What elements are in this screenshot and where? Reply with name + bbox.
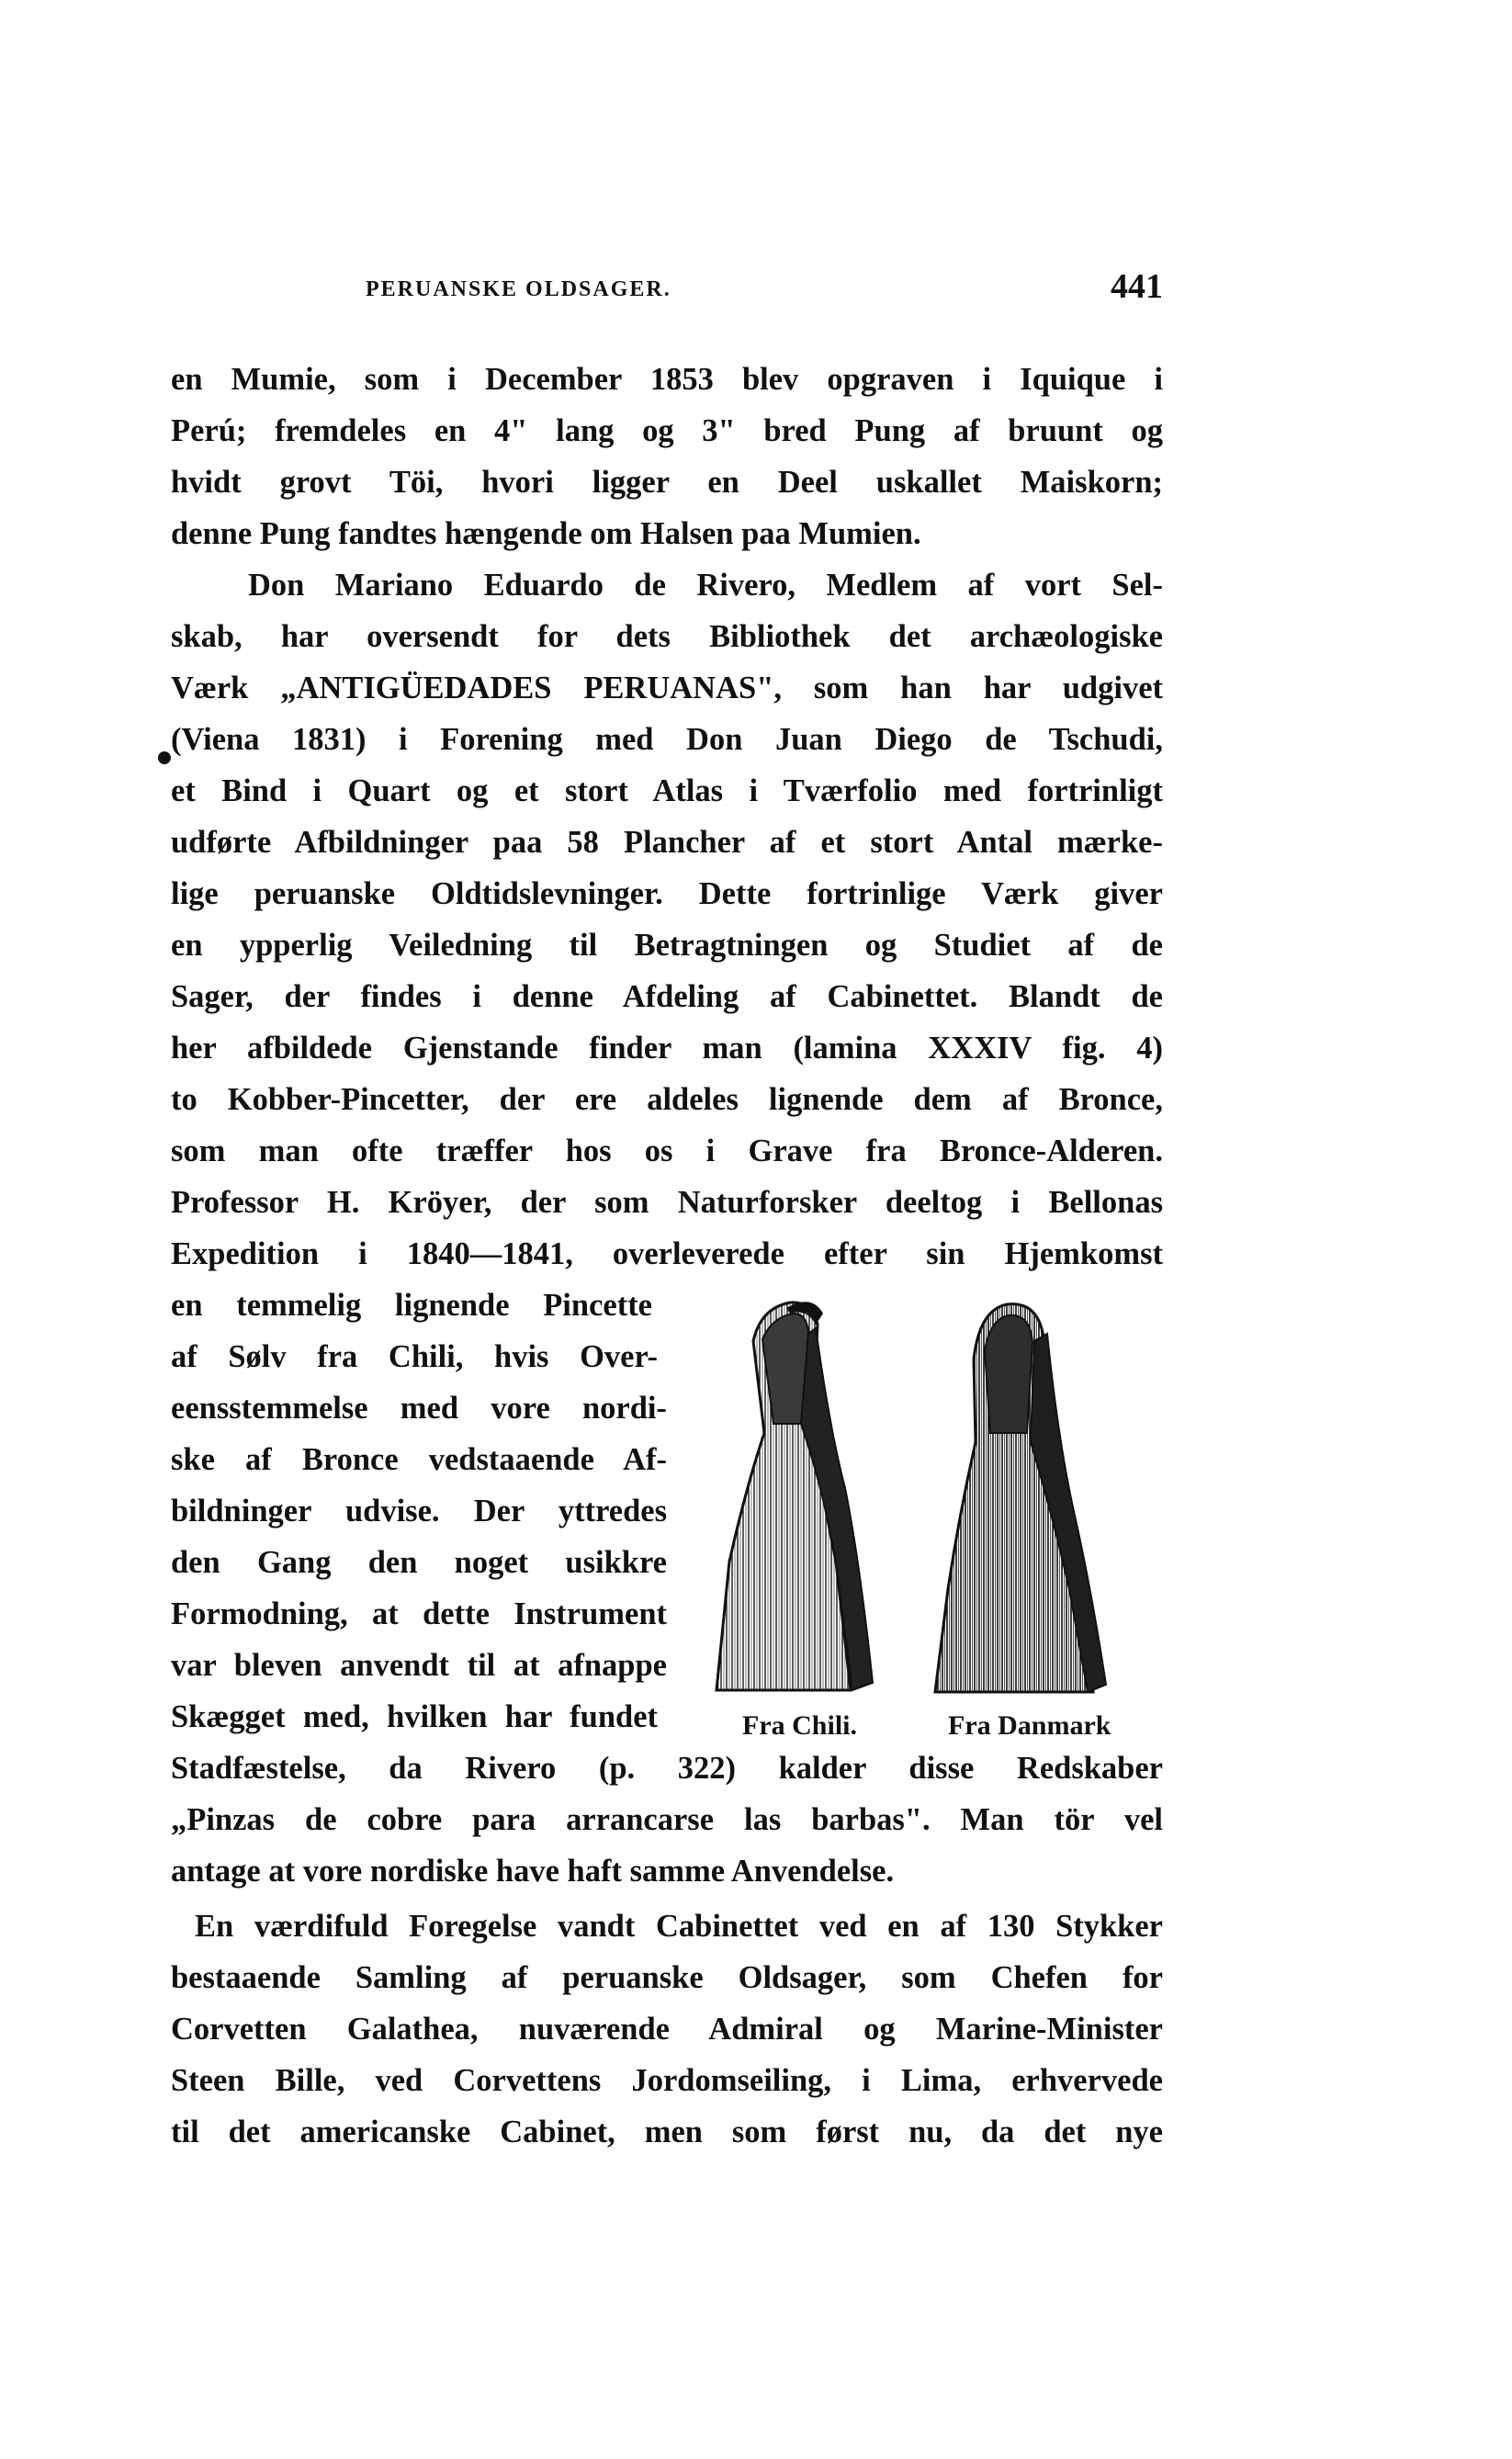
caption-fra-danmark: Fra Danmark — [948, 1710, 1111, 1741]
text-line-7: Værk „ANTIGÜEDADES PERUANAS", som han har udgivet — [171, 671, 1163, 705]
text-line-18: Expedition i 1840—1841, overleverede efter sin Hjemkomst — [171, 1236, 1163, 1271]
text-line-8: (Viena 1831) i Forening med Don Juan Diego de Tschudi, — [171, 722, 1163, 757]
text-line-16: som man ofte træffer hos os i Grave fra Bronce-Alderen. — [171, 1134, 1163, 1168]
text-line-4: denne Pung fandtes hængende om Halsen paa Mumien. — [171, 516, 921, 551]
text-line-28: Stadfæstelse, da Rivero (p. 322) kalder disse Redskaber — [171, 1751, 1163, 1786]
text-line-9: et Bind i Quart og et stort Atlas i Tværfolio med fortrinligt — [171, 773, 1163, 808]
text-line-3: hvidt grovt Töi, hvori ligger en Deel uskallet Maiskorn; — [171, 465, 1163, 500]
text-line-19: en temmelig lignende Pincette — [171, 1288, 652, 1323]
text-line-32: bestaaende Samling af peruanske Oldsager, som Chefen for — [171, 1960, 1163, 1995]
text-line-27: Skægget med, hvilken har fundet — [171, 1699, 658, 1734]
text-line-2: Perú; fremdeles en 4" lang og 3" bred Pung af bruunt og — [171, 413, 1163, 448]
text-line-25: Formodning, at dette Instrument — [171, 1596, 667, 1631]
text-line-13: Sager, der findes i denne Afdeling af Cabinettet. Blandt de — [171, 979, 1163, 1014]
caption-fra-chili: Fra Chili. — [742, 1710, 857, 1741]
text-line-29: „Pinzas de cobre para arrancarse las barbas". Man tör vel — [171, 1802, 1163, 1837]
text-line-5: Don Mariano Eduardo de Rivero, Medlem af vort Sel- — [248, 568, 1163, 603]
tweezer-chili — [717, 1302, 873, 1690]
ink-dot — [158, 751, 171, 764]
text-line-20: af Sølv fra Chili, hvis Over- — [171, 1339, 658, 1374]
text-line-30: antage at vore nordiske have haft samme Anvendelse. — [171, 1854, 895, 1889]
running-head: PERUANSKE OLDSAGER. — [366, 277, 671, 301]
page-header — [171, 267, 1163, 318]
text-line-15: to Kobber-Pincetter, der ere aldeles lignende dem af Bronce, — [171, 1082, 1163, 1117]
text-line-33: Corvetten Galathea, nuværende Admiral og Marine-Minister — [171, 2012, 1163, 2047]
page-number: 441 — [1111, 267, 1163, 306]
text-line-11: lige peruanske Oldtidslevninger. Dette fortrinlige Værk giver — [171, 876, 1163, 911]
text-line-1: en Mumie, som i December 1853 blev opgraven i Iquique i — [171, 362, 1163, 397]
tweezer-danmark — [935, 1304, 1106, 1692]
text-line-22: ske af Bronce vedstaaende Af- — [171, 1442, 667, 1477]
text-line-6: skab, har oversendt for dets Bibliothek det archæologiske — [171, 619, 1163, 654]
text-line-31: En værdifuld Foregelse vandt Cabinettet ved en af 130 Stykker — [195, 1909, 1163, 1944]
text-line-17: Professor H. Kröyer, der som Naturforsker deeltog i Bellonas — [171, 1185, 1163, 1220]
text-line-10: udførte Afbildninger paa 58 Plancher af et stort Antal mærke- — [171, 825, 1163, 860]
tweezers-illustration — [698, 1286, 1176, 1718]
text-line-23: bildninger udvise. Der yttredes — [171, 1494, 667, 1528]
text-line-34: Steen Bille, ved Corvettens Jordomseiling, i Lima, erhvervede — [171, 2063, 1163, 2098]
text-line-14: her afbildede Gjenstande finder man (lamina XXXIV fig. 4) — [171, 1031, 1163, 1066]
text-line-35: til det americanske Cabinet, men som først nu, da det nye — [171, 2115, 1163, 2149]
text-line-24: den Gang den noget usikkre — [171, 1545, 667, 1580]
text-line-21: eensstemmelse med vore nordi- — [171, 1391, 667, 1426]
tweezers-figure — [698, 1286, 1176, 1745]
text-line-12: en ypperlig Veiledning til Betragtningen og Studiet af de — [171, 928, 1163, 963]
text-line-26: var bleven anvendt til at afnappe — [171, 1648, 667, 1683]
